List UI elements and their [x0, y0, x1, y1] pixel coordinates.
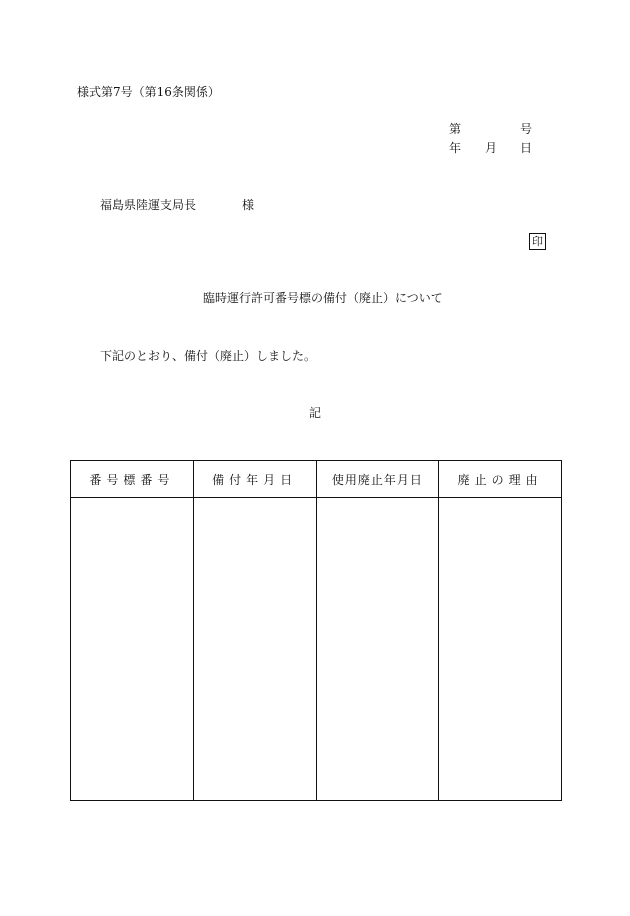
header-abolish-date: 使用廃止年月日 — [316, 461, 439, 498]
ki-heading: 記 — [309, 406, 322, 420]
header-install-date: 備付年月日 — [193, 461, 316, 498]
body-text: 下記のとおり、備付（廃止）しました。 — [100, 349, 317, 363]
document-number-prefix: 第 — [449, 122, 462, 136]
table-header-row — [71, 461, 562, 498]
cell-abolish-reason[interactable] — [439, 498, 562, 801]
record-table — [70, 460, 562, 801]
table-row — [71, 498, 562, 801]
document-number-suffix: 号 — [520, 122, 533, 136]
cell-abolish-date[interactable] — [316, 498, 439, 801]
form-number: 様式第7号（第16条関係） — [77, 85, 220, 99]
header-plate-number: 番号標番号 — [71, 461, 194, 498]
date-year-label: 年 — [449, 141, 462, 155]
cell-plate-number[interactable] — [71, 498, 194, 801]
header-abolish-reason: 廃止の理由 — [439, 461, 562, 498]
date-day-label: 日 — [520, 141, 533, 155]
recipient-honorific: 様 — [242, 198, 255, 212]
date-month-label: 月 — [485, 141, 498, 155]
cell-install-date[interactable] — [193, 498, 316, 801]
document-subject: 臨時運行許可番号標の備付（廃止）について — [203, 291, 443, 305]
recipient-name: 福島県陸運支局長 — [100, 198, 197, 212]
seal-stamp-icon: 印 — [529, 233, 546, 250]
